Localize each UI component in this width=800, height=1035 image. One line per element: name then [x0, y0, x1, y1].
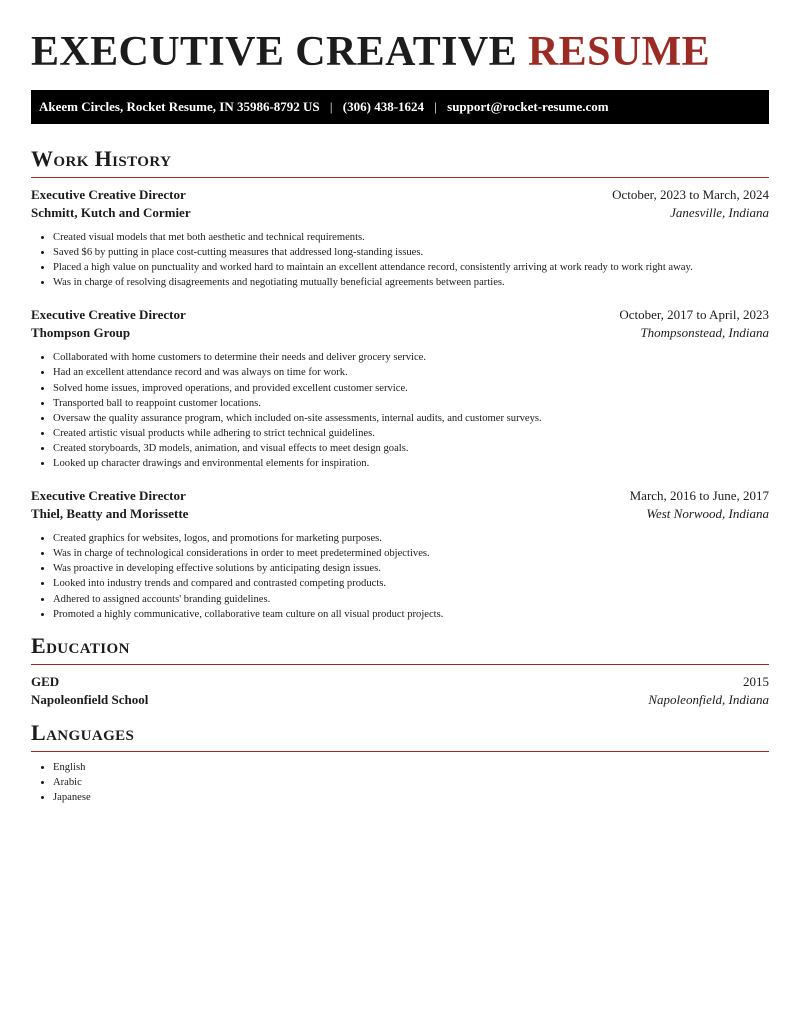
job-header-row — [31, 306, 769, 324]
job-header-row — [31, 186, 769, 204]
job-bullet: • Created storyboards, 3D models, animation, and visual effects to meet design goals. — [53, 441, 769, 456]
job-bullet: • Looked up character drawings and environmental elements for inspiration. — [53, 456, 769, 471]
job-entry — [31, 487, 769, 622]
education-entry — [31, 673, 769, 709]
contact-separator: | — [434, 99, 437, 114]
languages-list — [31, 760, 769, 805]
education-location: Napoleonfield, Indiana — [648, 691, 769, 707]
job-bullet: • Was in charge of technological considerations in order to meet predetermined objectives. — [53, 546, 769, 561]
job-company: Thiel, Beatty and Morissette — [31, 506, 189, 522]
job-company-row — [31, 324, 769, 342]
job-bullet: • Promoted a highly communicative, collaborative team culture on all visual product projects. — [53, 607, 769, 622]
job-bullet: • Solved home issues, improved operations, and provided excellent customer service. — [53, 381, 769, 396]
education-degree: GED — [31, 673, 60, 689]
language-item: • Arabic — [53, 775, 769, 790]
job-company: Schmitt, Kutch and Cormier — [31, 205, 191, 220]
job-bullet: • Was in charge of resolving disagreements and negotiating mutually beneficial agreements between parties. — [53, 275, 769, 290]
job-role: Executive Creative Director — [31, 307, 186, 323]
education-year: 2015 — [743, 673, 769, 689]
language-item: • English — [53, 760, 769, 775]
job-bullet: • Was proactive in developing effective solutions by anticipating design issues. — [53, 561, 769, 576]
job-company: Thompson Group — [31, 325, 131, 341]
work-history-list — [31, 186, 769, 622]
job-bullet: • Had an excellent attendance record and was always on time for work. — [53, 365, 769, 380]
job-role: Executive Creative Director — [31, 187, 186, 202]
job-location: Thompsonstead, Indiana — [640, 325, 769, 341]
contact-separator: | — [329, 99, 333, 114]
language-item: • Japanese — [53, 790, 769, 805]
job-location: Janesville, Indiana — [670, 205, 769, 220]
job-dates: March, 2016 to June, 2017 — [629, 488, 769, 504]
job-dates: October, 2023 to March, 2024 — [612, 187, 769, 202]
job-bullet: • Looked into industry trends and compared and contrasted competing products. — [53, 576, 769, 591]
education-heading: Education — [31, 633, 769, 665]
job-dates: October, 2017 to April, 2023 — [619, 307, 769, 323]
education-header-row — [31, 673, 769, 691]
education-school: Napoleonfield School — [31, 691, 149, 707]
languages-heading: Languages — [31, 720, 769, 752]
job-bullet: • Transported ball to reappoint customer locations. — [53, 396, 769, 411]
title-accent: RESUME — [527, 29, 711, 75]
job-header-row — [31, 487, 769, 505]
resume-title — [31, 28, 769, 76]
job-bullet: • Saved $6 by putting in place cost-cutting measures that addressed long-standing issues. — [53, 245, 769, 260]
title-main: EXECUTIVE CREATIVE — [31, 29, 518, 75]
job-bullets — [31, 350, 769, 471]
job-bullets — [31, 531, 769, 622]
job-company-row — [31, 505, 769, 523]
job-bullet: • Created artistic visual products while adhering to strict technical guidelines. — [53, 426, 769, 441]
job-bullets — [31, 230, 769, 290]
job-bullet: • Placed a high value on punctuality and worked hard to maintain an excellent attendance record, consistently arriving at work ready to work right away. — [53, 260, 769, 275]
contact-email[interactable]: support@rocket-resume.com — [447, 99, 609, 114]
education-school-row — [31, 691, 769, 709]
contact-phone[interactable]: (306) 438-1624 — [342, 99, 425, 114]
job-entry — [31, 186, 769, 290]
job-entry — [31, 306, 769, 471]
job-location: West Norwood, Indiana — [646, 506, 769, 522]
job-role: Executive Creative Director — [31, 488, 186, 504]
job-bullet: • Collaborated with home customers to determine their needs and deliver grocery service. — [53, 350, 769, 365]
work-history-heading: Work History — [31, 146, 769, 178]
resume-page — [31, 0, 769, 805]
job-company-row — [31, 204, 769, 222]
job-bullet: • Adhered to assigned accounts' branding guidelines. — [53, 592, 769, 607]
job-bullet: • Created visual models that met both aesthetic and technical requirements. — [53, 230, 769, 245]
contact-address: Akeem Circles, Rocket Resume, IN 35986-8792 US — [39, 99, 320, 114]
contact-bar — [31, 90, 769, 124]
job-bullet: • Created graphics for websites, logos, and promotions for marketing purposes. — [53, 531, 769, 546]
job-bullet: • Oversaw the quality assurance program, which included on-site assessments, internal audits, and customer surveys. — [53, 411, 769, 426]
